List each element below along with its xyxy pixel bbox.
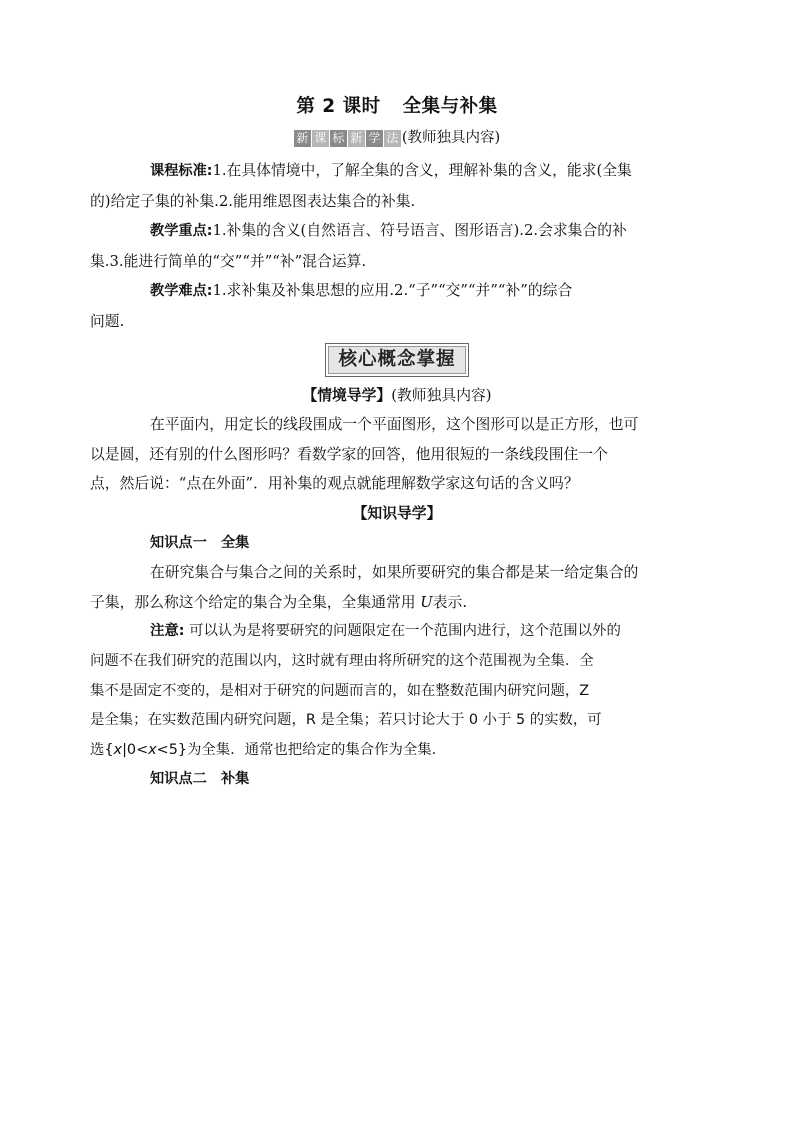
set-var-x2: x bbox=[148, 741, 157, 758]
situation-heading-text: 【情境导学】 bbox=[302, 386, 392, 404]
core-concept-banner bbox=[120, 343, 674, 377]
tag-char: 新 bbox=[294, 130, 311, 147]
key-points-text: 1.补集的含义(自然语言、符号语言、图形语言).2.会求集合的补 bbox=[212, 222, 627, 240]
note-line: 集不是固定不变的，是相对于研究的问题而言的，如在整数范围内研究问题，Z bbox=[90, 682, 590, 699]
situation-heading bbox=[120, 381, 674, 411]
kp1-line2-end: 表示. bbox=[432, 593, 468, 611]
knowledge-point-1-label: 知识点一 全集 bbox=[150, 534, 250, 551]
new-curriculum-tag bbox=[294, 126, 402, 150]
key-points-text-cont: 集.3.能进行简单的“交”“并”“补”混合运算. bbox=[90, 252, 367, 270]
tag-char: 新 bbox=[348, 130, 365, 147]
note-line5 bbox=[90, 736, 436, 766]
set-var-x: x bbox=[113, 741, 123, 758]
key-points-paragraph bbox=[90, 216, 674, 276]
note-label: 注意: bbox=[150, 623, 185, 640]
set-open: 选{ bbox=[90, 741, 114, 758]
difficulties-label: 教学难点: bbox=[150, 283, 213, 300]
kp1-line2-text: 子集，那么称这个给定的集合为全集，全集通常用 bbox=[90, 593, 421, 611]
note-line: 是全集；在实数范围内研究问题，R 是全集；若只讨论大于 0 小于 5 的实数，可 bbox=[90, 712, 602, 729]
key-points-label: 教学重点: bbox=[150, 223, 213, 240]
knowledge-heading: 【知识导学】 bbox=[352, 504, 442, 522]
kp1-line: 在研究集合与集合之间的关系时，如果所要研究的集合都是某一给定集合的 bbox=[150, 564, 639, 582]
difficulties-paragraph bbox=[90, 276, 674, 336]
situation-line: 以是圆，还有别的什么图形吗？看数学家的回答，他用很短的一条线段围住一个 bbox=[90, 445, 608, 463]
set-close: <5}为全集．通常也把给定的集合作为全集. bbox=[156, 741, 437, 758]
situation-line: 在平面内，用定长的线段围成一个平面图形，这个图形可以是正方形，也可 bbox=[150, 416, 639, 434]
tag-char: 标 bbox=[330, 130, 347, 147]
page-title bbox=[120, 92, 674, 122]
tag-char: 法 bbox=[384, 130, 401, 147]
kp1-line2 bbox=[90, 588, 467, 618]
lesson-topic: 全集与补集 bbox=[402, 96, 498, 117]
universal-set-symbol: U bbox=[420, 593, 433, 611]
lesson-number: 第 2 课时 bbox=[296, 96, 381, 117]
banner-title: 核心概念掌握 bbox=[328, 346, 465, 374]
knowledge-point-2-label: 知识点二 补集 bbox=[150, 771, 250, 788]
note-line: 可以认为是将要研究的问题限定在一个范围内进行，这个范围以外的 bbox=[184, 623, 621, 640]
situation-paragraph bbox=[90, 410, 674, 499]
course-standard-paragraph bbox=[90, 156, 674, 216]
course-standard-label: 课程标准: bbox=[150, 163, 213, 179]
difficulties-text-cont: 问题. bbox=[90, 312, 125, 330]
banner-frame bbox=[325, 343, 468, 377]
content-area bbox=[90, 92, 674, 795]
note-line: 问题不在我们研究的范围以内，这时就有理由将所研究的这个范围视为全集．全 bbox=[90, 652, 594, 669]
tag-char: 课 bbox=[312, 130, 329, 147]
tag-char: 学 bbox=[366, 130, 383, 147]
course-standard-text: 1.在具体情境中，了解全集的含义，理解补集的含义，能求(全集 bbox=[212, 162, 632, 179]
difficulties-text: 1.求补集及补集思想的应用.2.“子”“交”“并”“补”的综合 bbox=[212, 282, 573, 300]
knowledge-point-1-paragraph bbox=[90, 558, 674, 617]
situation-note: (教师独具内容) bbox=[391, 386, 492, 404]
note-paragraph bbox=[90, 617, 674, 765]
tagline bbox=[120, 126, 674, 150]
teacher-only-note: (教师独具内容) bbox=[401, 130, 501, 146]
set-cond: |0< bbox=[122, 741, 149, 758]
course-standard-text-cont: 的)给定子集的补集.2.能用维恩图表达集合的补集. bbox=[90, 192, 416, 210]
situation-line: 点，然后说：“点在外面”．用补集的观点就能理解数学家这句话的含义吗？ bbox=[90, 475, 579, 493]
